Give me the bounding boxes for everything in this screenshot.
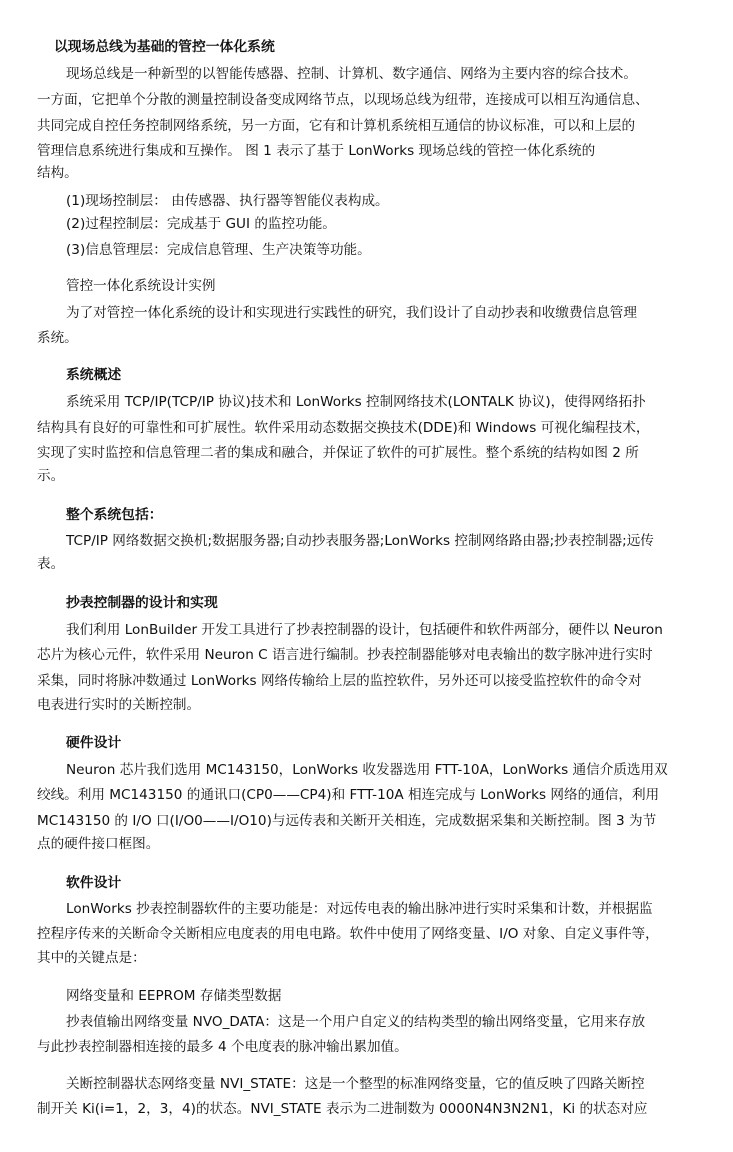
layer-item: (3)信息管理层：完成信息管理、生产决策等功能。	[66, 242, 371, 258]
paragraph-line: 点的硬件接口框图。	[37, 836, 160, 852]
section-heading: 网络变量和 EEPROM 存储类型数据	[66, 988, 282, 1004]
section-heading: 整个系统包括：	[66, 507, 163, 523]
paragraph-line: 示。	[37, 468, 65, 484]
intro-line: 共同完成自控任务控制网络系统，另一方面，它有和计算机系统相互通信的协议标准，可以和上层的	[37, 118, 636, 134]
paragraph-line: 关断控制器状态网络变量 NVI_STATE：这是一个整型的标准网络变量，它的值反映了四路关断控	[66, 1076, 645, 1092]
paragraph-line: LonWorks 抄表控制器软件的主要功能是：对远传电表的输出脉冲进行实时采集和计数，并根据监	[66, 901, 653, 917]
paragraph-line: 采集，同时将脉冲数通过 LonWorks 网络传输给上层的监控软件，另外还可以接受监控软件的命令对	[37, 673, 642, 689]
paragraph-line: TCP/IP 网络数据交换机;数据服务器;自动抄表服务器;LonWorks 控制网络路由器;抄表控制器;远传	[66, 533, 654, 549]
paragraph-line: 制开关 Ki(i=1，2，3，4)的状态。NVI_STATE 表示为二进制数为 0000N4N3N2N1，Ki 的状态对应	[37, 1101, 648, 1117]
paragraph-line: 抄表值输出网络变量 NVO_DATA：这是一个用户自定义的结构类型的输出网络变量，它用来存放	[66, 1014, 646, 1030]
intro-line: 一方面，它把单个分散的测量控制设备变成网络节点，以现场总线为纽带，连接成可以相互沟通信息、	[37, 92, 649, 108]
paragraph-line: Neuron 芯片我们选用 MC143150，LonWorks 收发器选用 FTT-10A，LonWorks 通信介质选用双	[66, 762, 668, 778]
layer-item: (2)过程控制层：完成基于 GUI 的监控功能。	[66, 216, 336, 232]
section-heading: 抄表控制器的设计和实现	[66, 595, 218, 611]
section-heading: 管控一体化系统设计实例	[66, 278, 216, 294]
document-title: 以现场总线为基础的管控一体化系统	[54, 39, 275, 55]
section-heading: 硬件设计	[66, 735, 122, 751]
paragraph-line: 芯片为核心元件，软件采用 Neuron C 语言进行编制。抄表控制器能够对电表输出的数字脉冲进行实时	[37, 647, 653, 663]
paragraph-line: 实现了实时监控和信息管理二者的集成和融合，并保证了软件的可扩展性。整个系统的结构如图 2 所	[37, 445, 639, 461]
paragraph-line: 控程序传来的关断命令关断相应电度表的用电电路。软件中使用了网络变量、I/O 对象、自定义事件等，	[37, 926, 659, 942]
paragraph-line: 电表进行实时的关断控制。	[37, 697, 201, 713]
paragraph-line: 表。	[37, 556, 65, 572]
layer-item: (1)现场控制层： 由传感器、执行器等智能仪表构成。	[66, 193, 389, 209]
intro-line: 结构。	[37, 165, 78, 181]
intro-line: 现场总线是一种新型的以智能传感器、控制、计算机、数字通信、网络为主要内容的综合技术。	[66, 66, 637, 82]
intro-line: 管理信息系统进行集成和互操作。 图 1 表示了基于 LonWorks 现场总线的管控一体化系统的	[37, 143, 596, 159]
section-heading: 软件设计	[66, 875, 122, 891]
paragraph-line: 绞线。利用 MC143150 的通讯口(CP0——CP4)和 FTT-10A 相连完成与 LonWorks 网络的通信，利用	[37, 787, 660, 803]
section-heading: 系统概述	[66, 367, 122, 383]
paragraph-line: MC143150 的 I/O 口(I/O0——I/O10)与远传表和关断开关相连，完成数据采集和关断控制。图 3 为节	[37, 813, 657, 829]
paragraph-line: 系统。	[37, 330, 78, 346]
paragraph-line: 系统采用 TCP/IP(TCP/IP 协议)技术和 LonWorks 控制网络技术(LONTALK 协议)，使得网络拓扑	[66, 394, 646, 410]
paragraph-line: 与此抄表控制器相连接的最多 4 个电度表的脉冲输出累加值。	[37, 1039, 408, 1055]
paragraph-line: 其中的关键点是：	[37, 950, 146, 966]
paragraph-line: 结构具有良好的可靠性和可扩展性。软件采用动态数据交换技术(DDE)和 Windows 可视化编程技术，	[37, 420, 650, 436]
paragraph-line: 我们利用 LonBuilder 开发工具进行了抄表控制器的设计，包括硬件和软件两部分，硬件以 Neuron	[66, 622, 663, 638]
paragraph-line: 为了对管控一体化系统的设计和实现进行实践性的研究，我们设计了自动抄表和收缴费信息管理	[66, 305, 637, 321]
